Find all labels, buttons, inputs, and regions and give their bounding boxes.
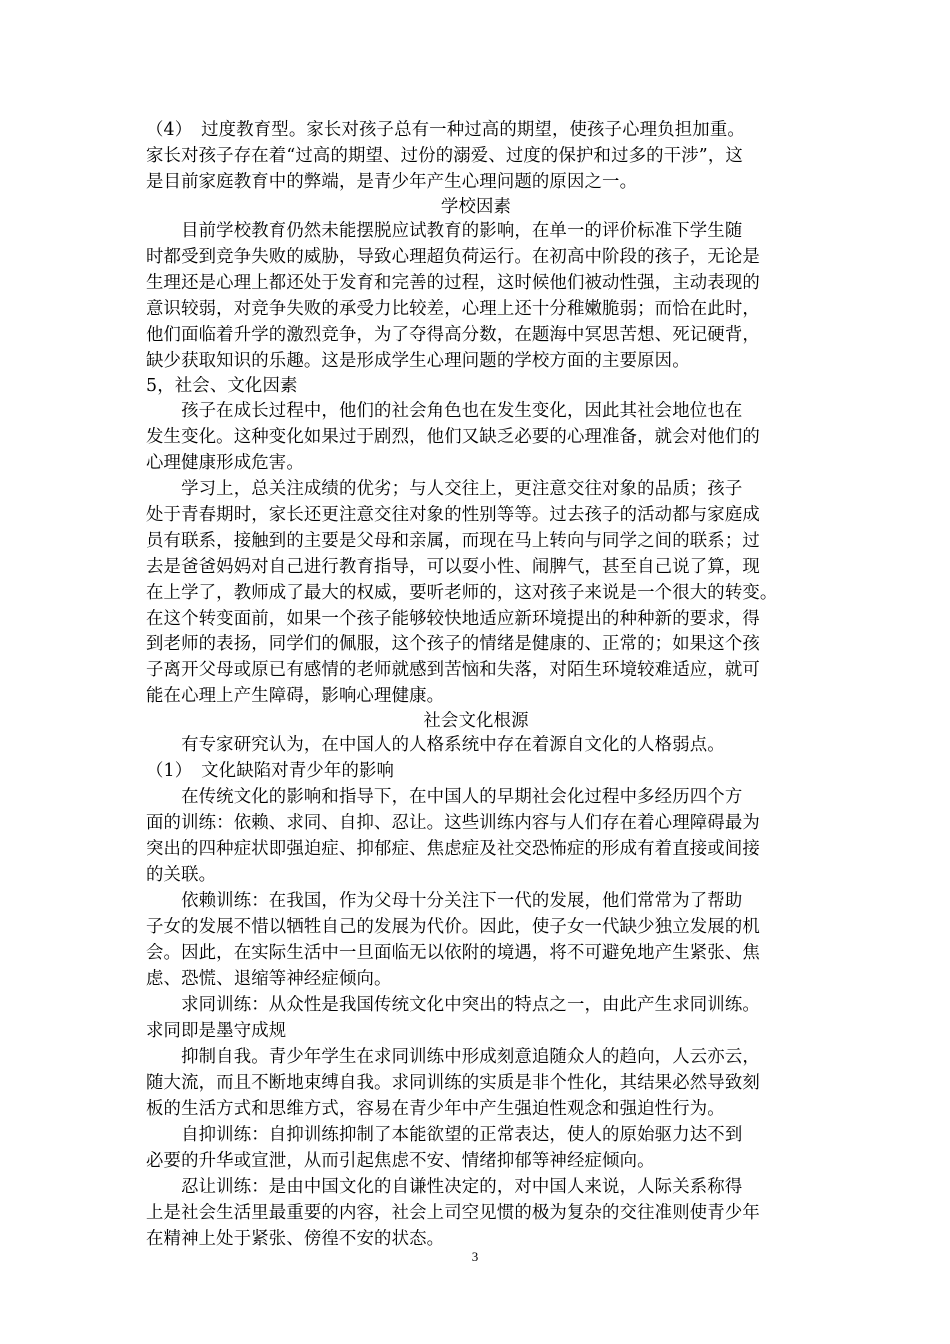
text-line: 学习上，总关注成绩的优劣；与人交往上，更注意交往对象的品质；孩子: [146, 479, 743, 499]
text-line: 求同训练：从众性是我国传统文化中突出的特点之一，由此产生求同训练。: [146, 995, 760, 1015]
text-line: 随大流，而且不断地束缚自我。求同训练的实质是非个性化，其结果必然导致刻: [146, 1073, 760, 1093]
text-line: 板的生活方式和思维方式，容易在青少年中产生强迫性观念和强迫性行为。: [146, 1099, 725, 1119]
text-line: 抑制自我。青少年学生在求同训练中形成刻意追随众人的趋向，人云亦云，: [146, 1047, 760, 1067]
text-line: 必要的升华或宣泄，从而引起焦虑不安、情绪抑郁等神经症倾向。: [146, 1151, 655, 1171]
text-line: 面的训练：依赖、求同、自抑、忍让。这些训练内容与人们存在着心理障碍最为: [146, 813, 760, 833]
text-line: 在精神上处于紧张、傍徨不安的状态。: [146, 1229, 445, 1249]
text-line: 去是爸爸妈妈对自己进行教育指导，可以耍小性、闹脾气，甚至自己说了算，现: [146, 557, 760, 577]
text-line: 时都受到竞争失败的威胁，导致心理超负荷运行。在初高中阶段的孩子，无论是: [146, 247, 760, 267]
section-heading: 社会文化根源: [423, 711, 529, 731]
text-line: 虑、恐慌、退缩等神经症倾向。: [146, 969, 392, 989]
text-line: 意识较弱，对竞争失败的承受力比较差，心理上还十分稚嫩脆弱；而恰在此时，: [146, 299, 760, 319]
text-line: 能在心理上产生障碍，影响心理健康。: [146, 686, 445, 706]
text-line: 在这个转变面前，如果一个孩子能够较快地适应新环境提出的种种新的要求，得: [146, 609, 760, 629]
text-line: 会。因此，在实际生活中一旦面临无以依附的境遇，将不可避免地产生紧张、焦: [146, 943, 760, 963]
text-line: 子女的发展不惜以牺牲自己的发展为代价。因此，使子女一代缺少独立发展的机: [146, 917, 760, 937]
text-line: 心理健康形成危害。: [146, 453, 304, 473]
text-line: 目前学校教育仍然未能摆脱应试教育的影响，在单一的评价标准下学生随: [146, 221, 743, 241]
text-line: 依赖训练：在我国，作为父母十分关注下一代的发展，他们常常为了帮助: [146, 891, 743, 911]
text-line: 有专家研究认为，在中国人的人格系统中存在着源自文化的人格弱点。: [146, 735, 725, 755]
text-line: 生理还是心理上都还处于发育和完善的过程，这时候他们被动性强，主动表现的: [146, 273, 760, 293]
page-number: 3: [471, 1249, 479, 1264]
text-line: 子离开父母或原已有感情的老师就感到苦恼和失落，对陌生环境较难适应，就可: [146, 660, 760, 680]
text-line: 上是社会生活里最重要的内容，社会上司空见惯的极为复杂的交往准则使青少年: [146, 1203, 760, 1223]
text-line: 的关联。: [146, 865, 217, 885]
text-line: 员有联系，接触到的主要是父母和亲属，而现在马上转向与同学之间的联系；过: [146, 531, 760, 551]
text-line: 他们面临着升学的激烈竞争，为了夺得高分数，在题海中冥思苦想、死记硬背，: [146, 325, 760, 345]
text-line: （4） 过度教育型。家长对孩子总有一种过高的期望，使孩子心理负担加重。: [146, 120, 745, 140]
text-line: 忍让训练：是由中国文化的自谦性决定的，对中国人来说，人际关系称得: [146, 1177, 743, 1197]
text-line: 处于青春期时，家长还更注意交往对象的性别等等。过去孩子的活动都与家庭成: [146, 505, 760, 525]
text-line: 家长对孩子存在着“过高的期望、过份的溺爱、过度的保护和过多的干涉”，这: [146, 146, 743, 166]
text-line: （1） 文化缺陷对青少年的影响: [146, 761, 395, 781]
text-line: 是目前家庭教育中的弊端，是青少年产生心理问题的原因之一。: [146, 172, 638, 192]
text-line: 在上学了，教师成了最大的权威，要听老师的，这对孩子来说是一个很大的转变。: [146, 583, 778, 603]
text-line: 在传统文化的影响和指导下，在中国人的早期社会化过程中多经历四个方: [146, 787, 743, 807]
text-line: 到老师的表扬，同学们的佩服，这个孩子的情绪是健康的、正常的；如果这个孩: [146, 634, 760, 654]
text-line: 缺少获取知识的乐趣。这是形成学生心理问题的学校方面的主要原因。: [146, 351, 690, 371]
text-line: 发生变化。这种变化如果过于剧烈，他们又缺乏必要的心理准备，就会对他们的: [146, 427, 760, 447]
text-line: 突出的四种症状即强迫症、抑郁症、焦虑症及社交恐怖症的形成有着直接或间接: [146, 839, 760, 859]
text-line: 求同即是墨守成规: [146, 1021, 287, 1041]
text-line: 自抑训练：自抑训练抑制了本能欲望的正常表达，使人的原始驱力达不到: [146, 1125, 743, 1145]
text-line: 孩子在成长过程中，他们的社会角色也在发生变化，因此其社会地位也在: [146, 401, 743, 421]
section-heading: 学校因素: [440, 197, 512, 217]
text-line: 5，社会、文化因素: [146, 376, 298, 396]
